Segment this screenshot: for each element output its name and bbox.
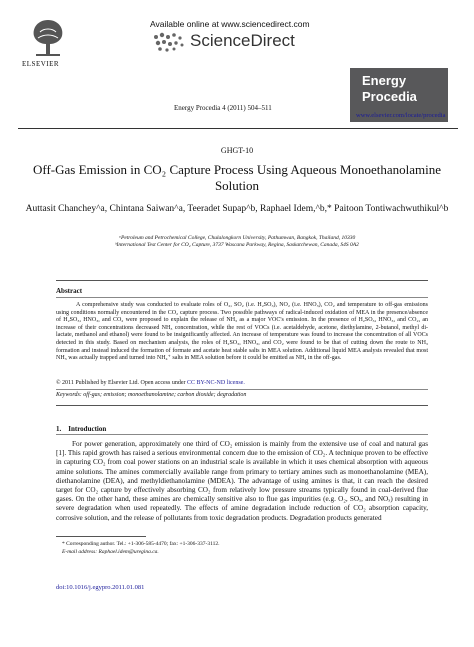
abstract-end-divider xyxy=(56,405,428,406)
author-list: Auttasit Chanchey^a, Chintana Saiwan^a, Teeradet Supap^b, Raphael Idem,^b,* Paitoon Tontiwachwuthikul^b xyxy=(25,204,449,214)
doi-link[interactable]: doi:10.1016/j.egypro.2011.01.081 xyxy=(56,584,145,591)
sciencedirect-dots-icon xyxy=(150,31,190,53)
abstract-heading: Abstract xyxy=(56,287,83,295)
publisher-logo-text: ELSEVIER xyxy=(22,60,60,68)
copyright-line xyxy=(56,380,428,386)
journal-reference: Energy Procedia 4 (2011) 504–511 xyxy=(174,104,272,112)
introduction-body: For power generation, approximately one third of CO₂ emission is mainly from the extensive use of coal and natural gas [1]. This rapid growth has raised a serious environmental concern due to the emission of CO₂. A technique proven to be effective in capturing CO₂ from coal power stations on an industrial scale is available in which it uses chemical absorption with aqueous amine solutions. The amines commercially available range from primary to tertiary amines such as monoethanolamine (MEA), diethanolamine (DEA), and methyldiethanolamine (MDEA). The advantage of using amines is that, it can reach the desired target for CO₂ capture by effectively absorbing CO₂ from relatively low pressure streams typically found in coal-derived flue gases. On the other hand, these amines are chemically sensitive also to flue gas impurities (e.g. O₂, SOₓ, and NOₓ) resulting in severe degradation when used repeatedly. The effects of amine degradation include reduction of CO₂ absorption capacity, corrosive solution, and the release of pollutants from toxic degradation products. Degradation products generated xyxy=(56,440,428,522)
email-note: E-mail address: Raphael.idem@uregina.ca. xyxy=(62,549,159,555)
keywords-text: off-gas; emission; monoethanolamine; carbon dioxide; degradation xyxy=(83,392,247,398)
section-divider xyxy=(56,434,428,435)
brand-line-2: Procedia xyxy=(362,89,417,104)
keywords-label: Keywords: xyxy=(56,392,82,398)
corresponding-author-note: * Corresponding author. Tel.: +1-306-585-4470; fax: +1-306-337-3112. xyxy=(62,541,220,547)
footnote-divider xyxy=(56,536,146,537)
article-title: Off-Gas Emission in CO₂ Capture Process Using Aqueous Monoethanolamine Solution xyxy=(33,162,441,193)
brand-line-1: Energy xyxy=(362,73,407,88)
abstract-body: A comprehensive study was conducted to evaluate roles of O₂, SO₂ (i.e. H₂SO₃), NO₂ (i.e. HNO₃), CO₂ and temperature to off-gas emissions using conditions normally encountered in the CO₂ capture process. Two possible pathways of radical-induced oxidation of MEA in the presence/absence of H₂SO₃, HNO₃, and CO₂ were proposed to explain the release of NH₃ as a major VOC's emission. In the presence of H₂SO₃, HNO₃, and CO₂, an increase of their concentrations decreased NH₃ concentration, while the rest of VOCs (i.e. acetaldehyde, acetone, diethylamine, 2-butanol, methyl di-lactate, methanol and ethanol) were found to be insignificantly affected. An increase of temperature was found to increase the concentration of all VOCs detected in this study. Based on mechanism analysis, the roles of H₂SO₃, HNO₃, and CO₂ were found to be that of cutting down the route to NH₃ formation and instead induced the formation of formate and acetate heat stable salts in MEA solution. Additional liquid MEA analysis revealed that most NH₃ was actually trapped and turned into NH₄⁺ salts in MEA solution before it could be emitted as NH₃ in the off-gas. xyxy=(56,302,428,362)
affiliation-b: ᵇInternational Test Center for CO₂ Capture, 3737 Wascana Parkway, Regina, Saskatchewan, Canada, S4S 0A2 xyxy=(115,242,359,248)
section-heading-introduction: 1. Introduction xyxy=(56,425,107,433)
keywords-line xyxy=(56,392,428,398)
online-availability-text: Available online at www.sciencedirect.com xyxy=(150,19,310,29)
conference-code: GHGT-10 xyxy=(220,146,254,155)
copyright-text: © 2011 Published by Elsevier Ltd. Open access under xyxy=(56,380,186,386)
journal-url-link[interactable]: www.elsevier.com/locate/procedia xyxy=(356,112,446,119)
platform-name: ScienceDirect xyxy=(190,31,295,50)
title-divider xyxy=(56,280,428,281)
copyright-divider xyxy=(56,389,428,390)
license-link[interactable]: CC BY-NC-ND license. xyxy=(186,380,245,386)
abstract-divider xyxy=(56,297,428,298)
affiliation-a: ᵃPetroleum and Petrochemical College, Chulalongkorn University, Pathumwan, Bangkok, Thailand, 10330 xyxy=(118,235,356,241)
elsevier-tree-logo xyxy=(28,14,68,58)
header-divider xyxy=(18,128,458,129)
